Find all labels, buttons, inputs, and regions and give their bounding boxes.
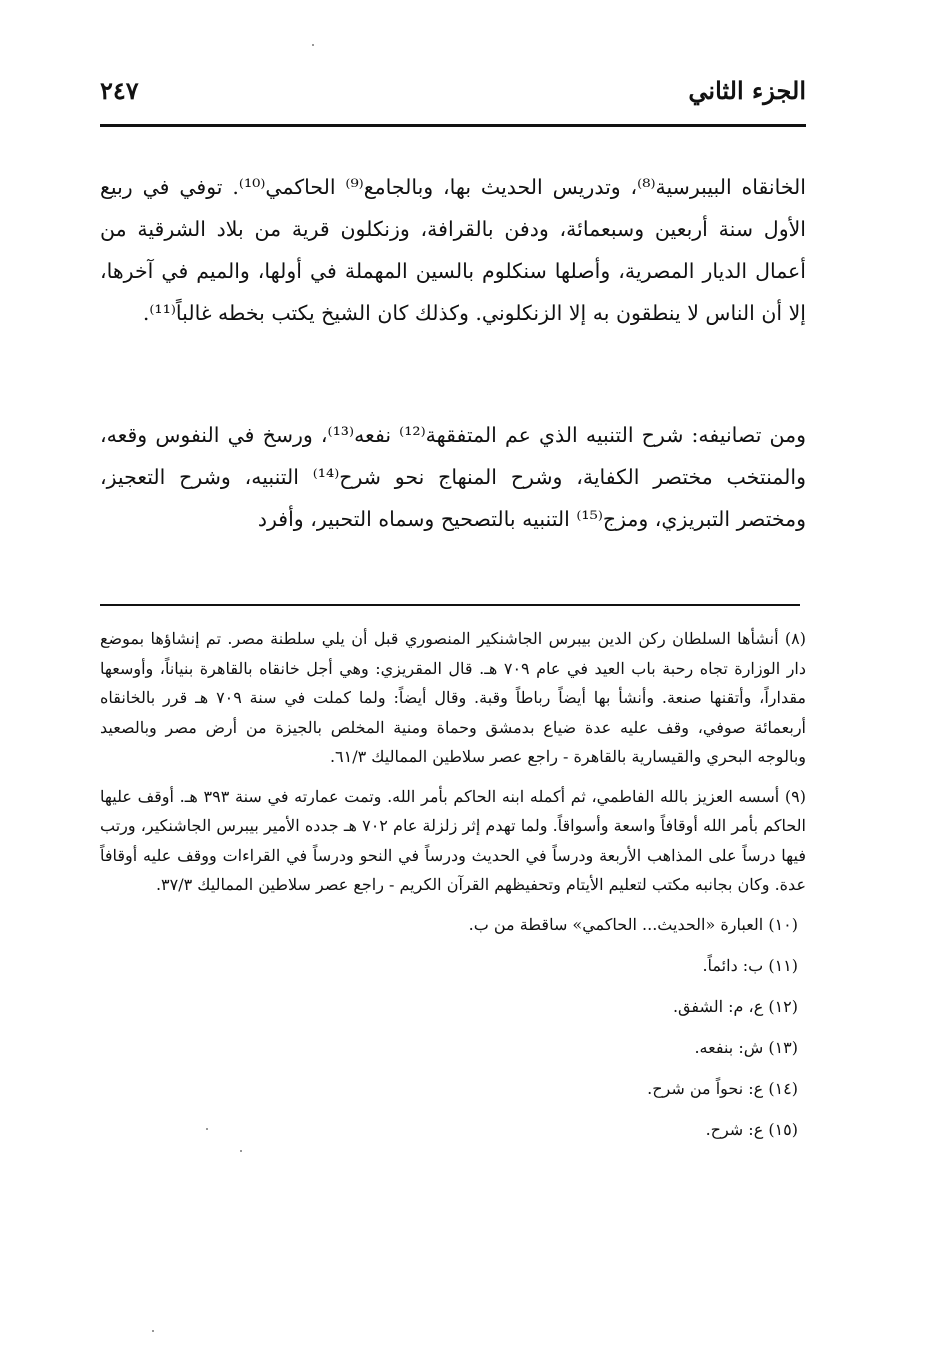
paragraph-text: ومن تصانيفه: شرح التنبيه الذي عم المتفقهة⁽¹²⁾ نفعه⁽¹³⁾، ورسخ في النفوس وقعه، والمنتخب مختصر الكفاية، وشرح المنهاج نحو شرح⁽¹⁴⁾ التنبيه، وشرح التعجيز، ومختصر التبريزي، ومزج⁽¹⁵⁾ التنبيه بالتصحيح وسماه التحبير، وأفرد: [100, 423, 807, 531]
footnote-14: (١٤) ع: نحواً من شرح.: [647, 1078, 798, 1098]
footnote-8: (٨) أنشأها السلطان ركن الدين بيبرس الجاشنكير المنصوري قبل أن يلي سلطنة مصر. تم إنشاؤها بموضع دار الوزارة تجاه رحبة باب العيد في عام ٧٠٩ هـ. قال المقريزي: وهي أجل خانقاه بالقاهرة بنياناً، وأوسعها مقداراً، وأتقنها صنعة. وأنشأ بها أيضاً رباطاً وقبة. وقال أيضاً: ولما كملت في سنة ٧٠٩ هـ قرر بالخانقاه أربعمائة صوفي، وقف عليه عدة ضياع بدمشق وحماة ومنية المخلص بالجيزة من أرض مصر وبالصعيد وبالوجه البحري والقيسارية بالقاهرة - راجع عصر سلاطين المماليك ٦١/٣.: [100, 629, 807, 766]
page-header: [100, 70, 806, 110]
footnote-11: (١١) ب: دائماً.: [702, 955, 798, 975]
footnote-9: (٩) أسسه العزيز بالله الفاطمي، ثم أكمله ابنه الحاكم بأمر الله. وتمت عمارته في سنة ٣٩٣ هـ. أوقف عليها الحاكم بأمر الله أوقافاً واسعة وأسواقاً. ولما تهدم إثر زلزلة عام ٧٠٢ هـ جدده الأمير بيبرس الجاشنكير، ورتب فيها درساً على المذاهب الأربعة ودرساً في الحديث ودرساً في النحو ودرساً في القراءات ووقف عليه أوقافاً عدة. وكان بجانبه مكتب لتعليم الأيتام وتحفيظهم القرآن الكريم - راجع عصر سلاطين المماليك ٣٧/٣.: [100, 786, 807, 894]
footnote-15: (١٥) ع: شرح.: [705, 1119, 798, 1139]
footnote-13: (١٣) ش: بنفعه.: [694, 1037, 798, 1057]
footnote-12: (١٢) ع، م: الشفق.: [672, 996, 798, 1016]
scan-speck: [206, 1128, 208, 1130]
footnote-separator: [100, 604, 800, 606]
running-head: الجزء الثاني: [688, 75, 806, 105]
main-text-paragraph-2: [100, 414, 806, 540]
page-number: ٢٤٧: [100, 75, 139, 105]
header-rule: [100, 124, 806, 127]
paragraph-text: الخانقاه البيبرسية⁽⁸⁾، وتدريس الحديث بها، وبالجامع⁽⁹⁾ الحاكمي⁽¹⁰⁾. توفي في ربيع الأول سنة أربعين وسبعمائة، ودفن بالقرافة، وزنكلون قرية من بلاد الشرقية من أعمال الديار المصرية، وأصلها سنكلوم بالسين المهملة في أولها، والميم في آخرها، إلا أن الناس لا ينطقون به إلا الزنكلوني. وكذلك كان الشيخ يكتب بخطه غالباً⁽¹¹⁾.: [100, 175, 806, 325]
scan-speck: [240, 1150, 242, 1152]
scan-speck: [152, 1330, 154, 1332]
scan-speck: [312, 44, 314, 46]
footnote-10: (١٠) العبارة «الحديث... الحاكمي» ساقطة من ب.: [468, 914, 798, 934]
footnotes: [100, 624, 806, 1156]
main-text-paragraph-1: [100, 166, 806, 334]
